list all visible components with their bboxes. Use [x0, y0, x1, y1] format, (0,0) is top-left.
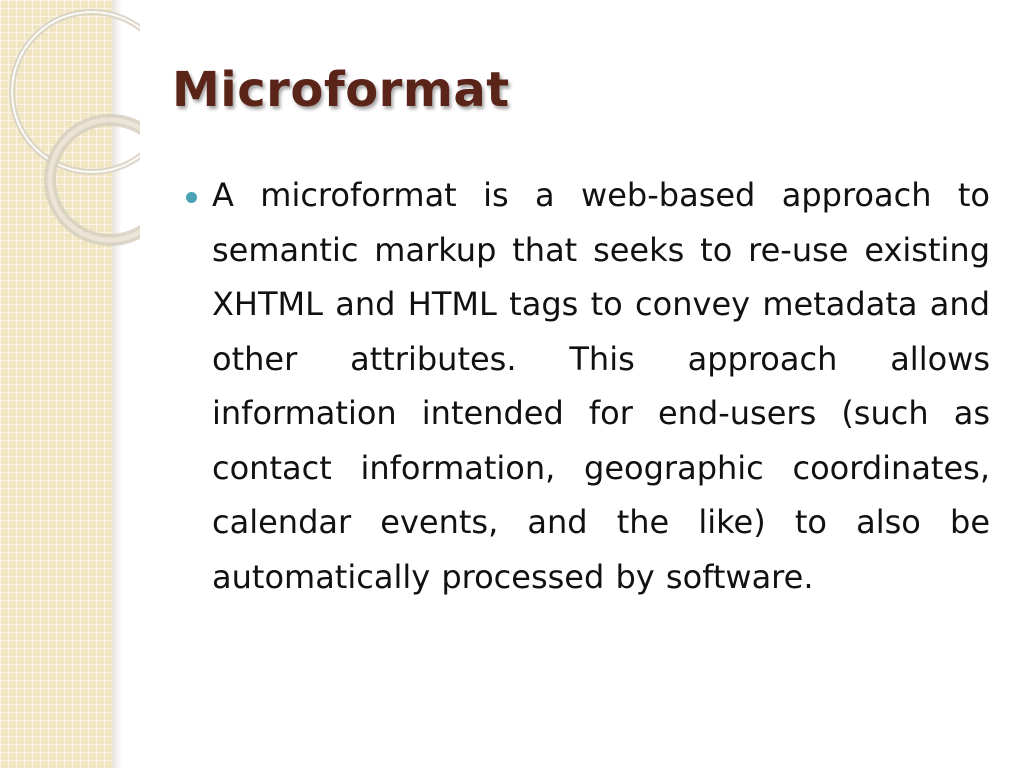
large-ring-outer [12, 12, 140, 172]
bullet-text: A microformat is a web-based approach to semantic markup that seeks to re-use existing XHTML and HTML tags to convey metadata and other attributes. This approach allows information intended for end-users (such as contact information, geographic coordinates, calendar events, and the like) to also be automatically processed by software. [212, 176, 990, 596]
bullet-list [178, 168, 990, 604]
bullet-dot-icon [186, 192, 197, 203]
circle-rings-decoration [0, 0, 140, 260]
slide-title: Microformat [172, 62, 510, 118]
small-ring-outer [50, 120, 140, 240]
bullet-item [178, 168, 990, 604]
